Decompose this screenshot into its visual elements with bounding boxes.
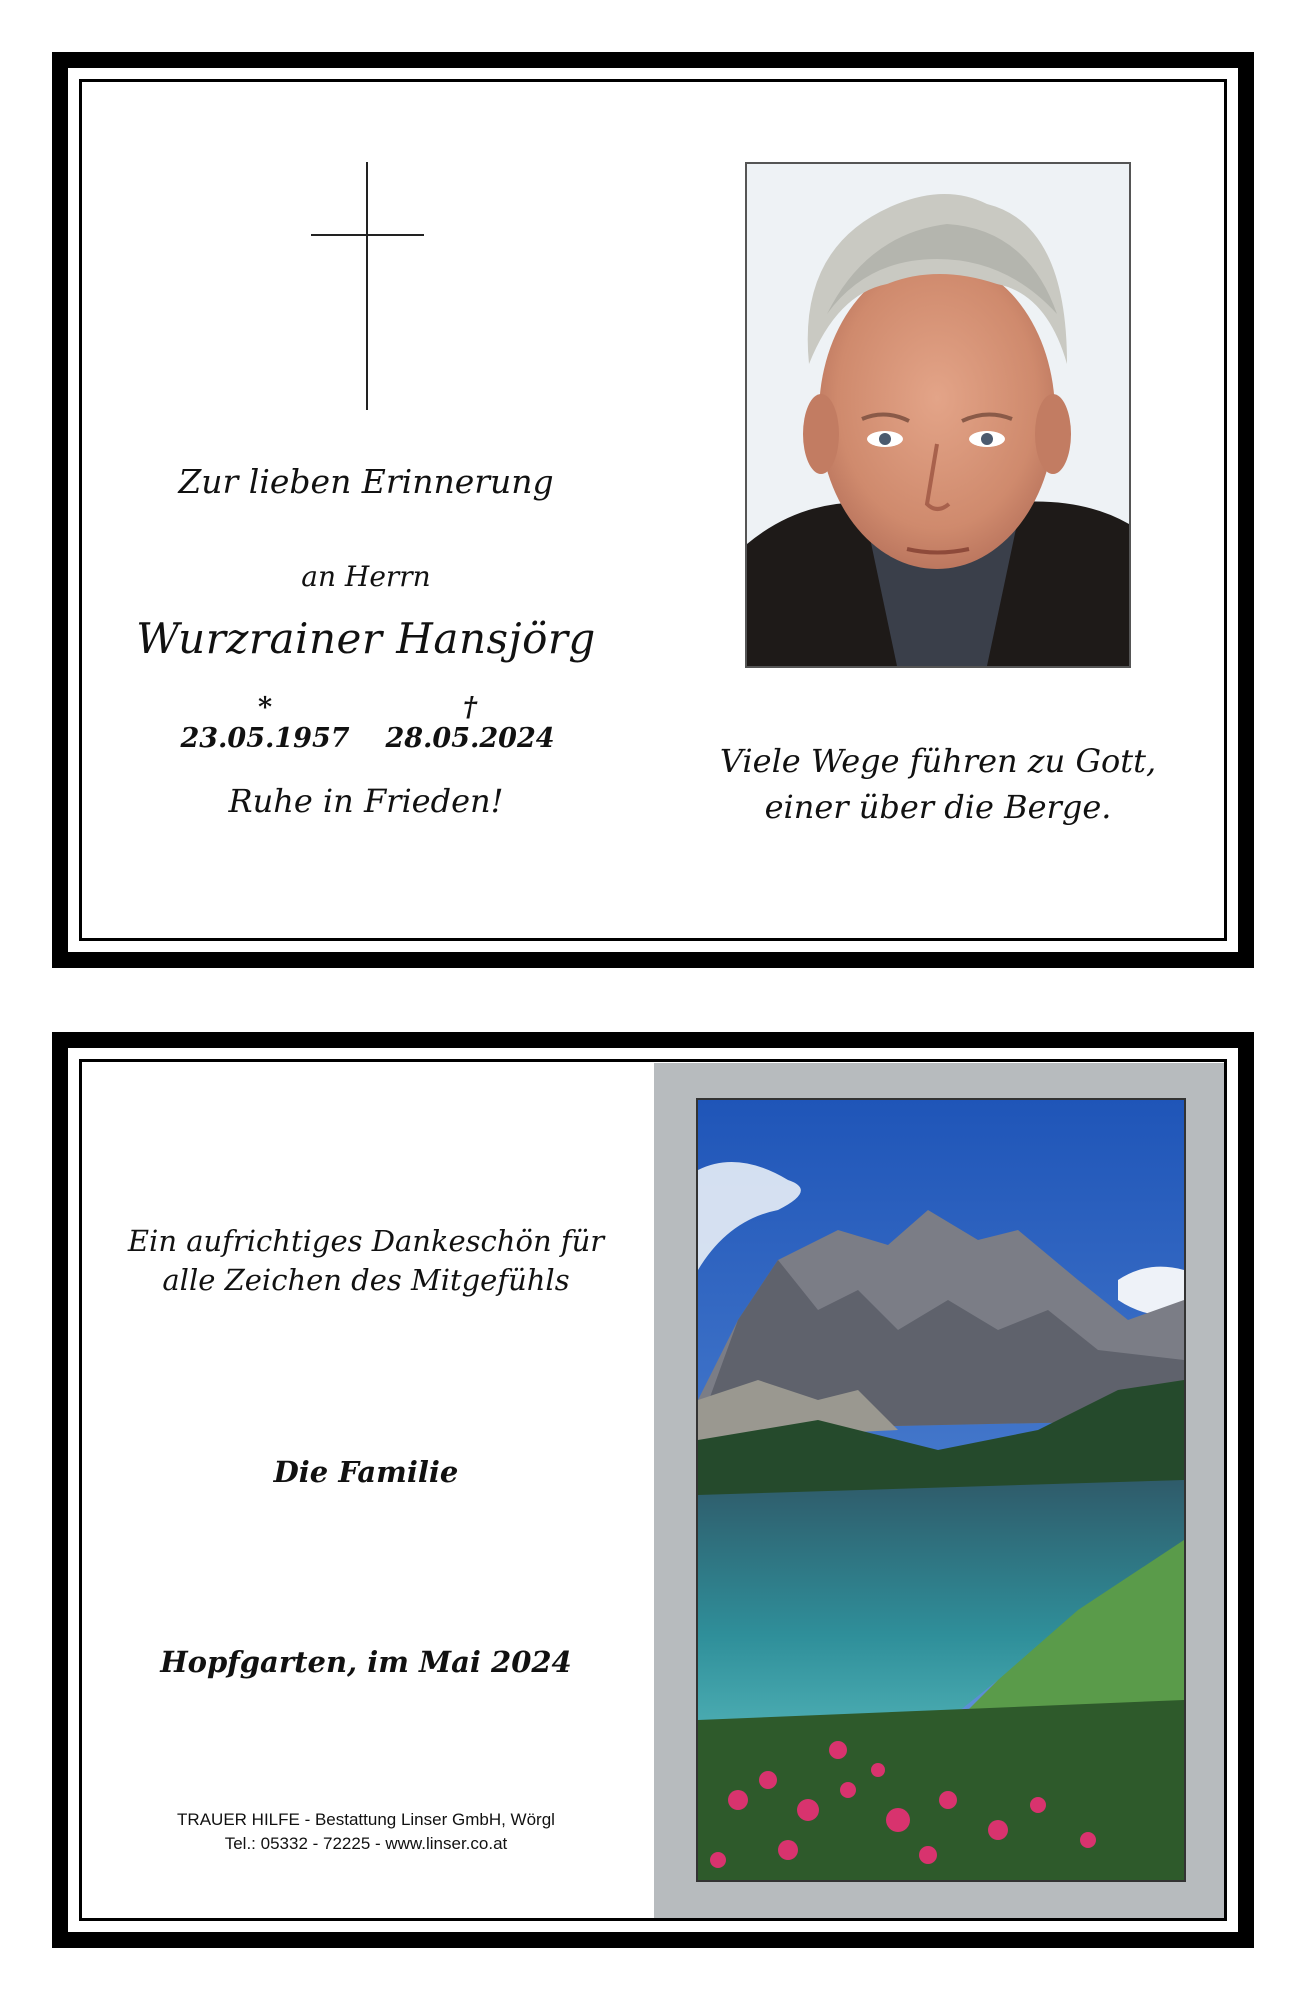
deceased-name: Wurzrainer Hansjörg — [136, 614, 596, 663]
portrait-image — [747, 164, 1129, 666]
cross-horizontal — [311, 234, 424, 236]
place-date: Hopfgarten, im Mai 2024 — [160, 1645, 572, 1679]
birth-date: * 23.05.1957 — [180, 692, 350, 754]
portrait-photo — [745, 162, 1131, 668]
landscape-image — [698, 1100, 1184, 1880]
funeral-home-line-1: TRAUER HILFE - Bestattung Linser GmbH, Wörgl — [177, 1810, 555, 1829]
thanks-line-1: Ein aufrichtiges Dankeschön für — [127, 1224, 605, 1258]
death-date: † 28.05.2024 — [385, 692, 555, 754]
quote-line-1: Viele Wege führen zu Gott, — [719, 742, 1157, 780]
rest-in-peace: Ruhe in Frieden! — [228, 782, 504, 820]
an-herrn-label: an Herrn — [301, 560, 431, 593]
quote-line-2: einer über die Berge. — [764, 788, 1112, 826]
funeral-home-line-2: Tel.: 05332 - 72225 - www.linser.co.at — [224, 1834, 508, 1853]
thanks-line-2: alle Zeichen des Mitgefühls — [162, 1263, 570, 1297]
memory-heading: Zur lieben Erinnerung — [178, 462, 554, 501]
mountain-lake-photo — [696, 1098, 1186, 1882]
family-signature: Die Familie — [273, 1455, 459, 1489]
cross-vertical — [366, 162, 368, 410]
